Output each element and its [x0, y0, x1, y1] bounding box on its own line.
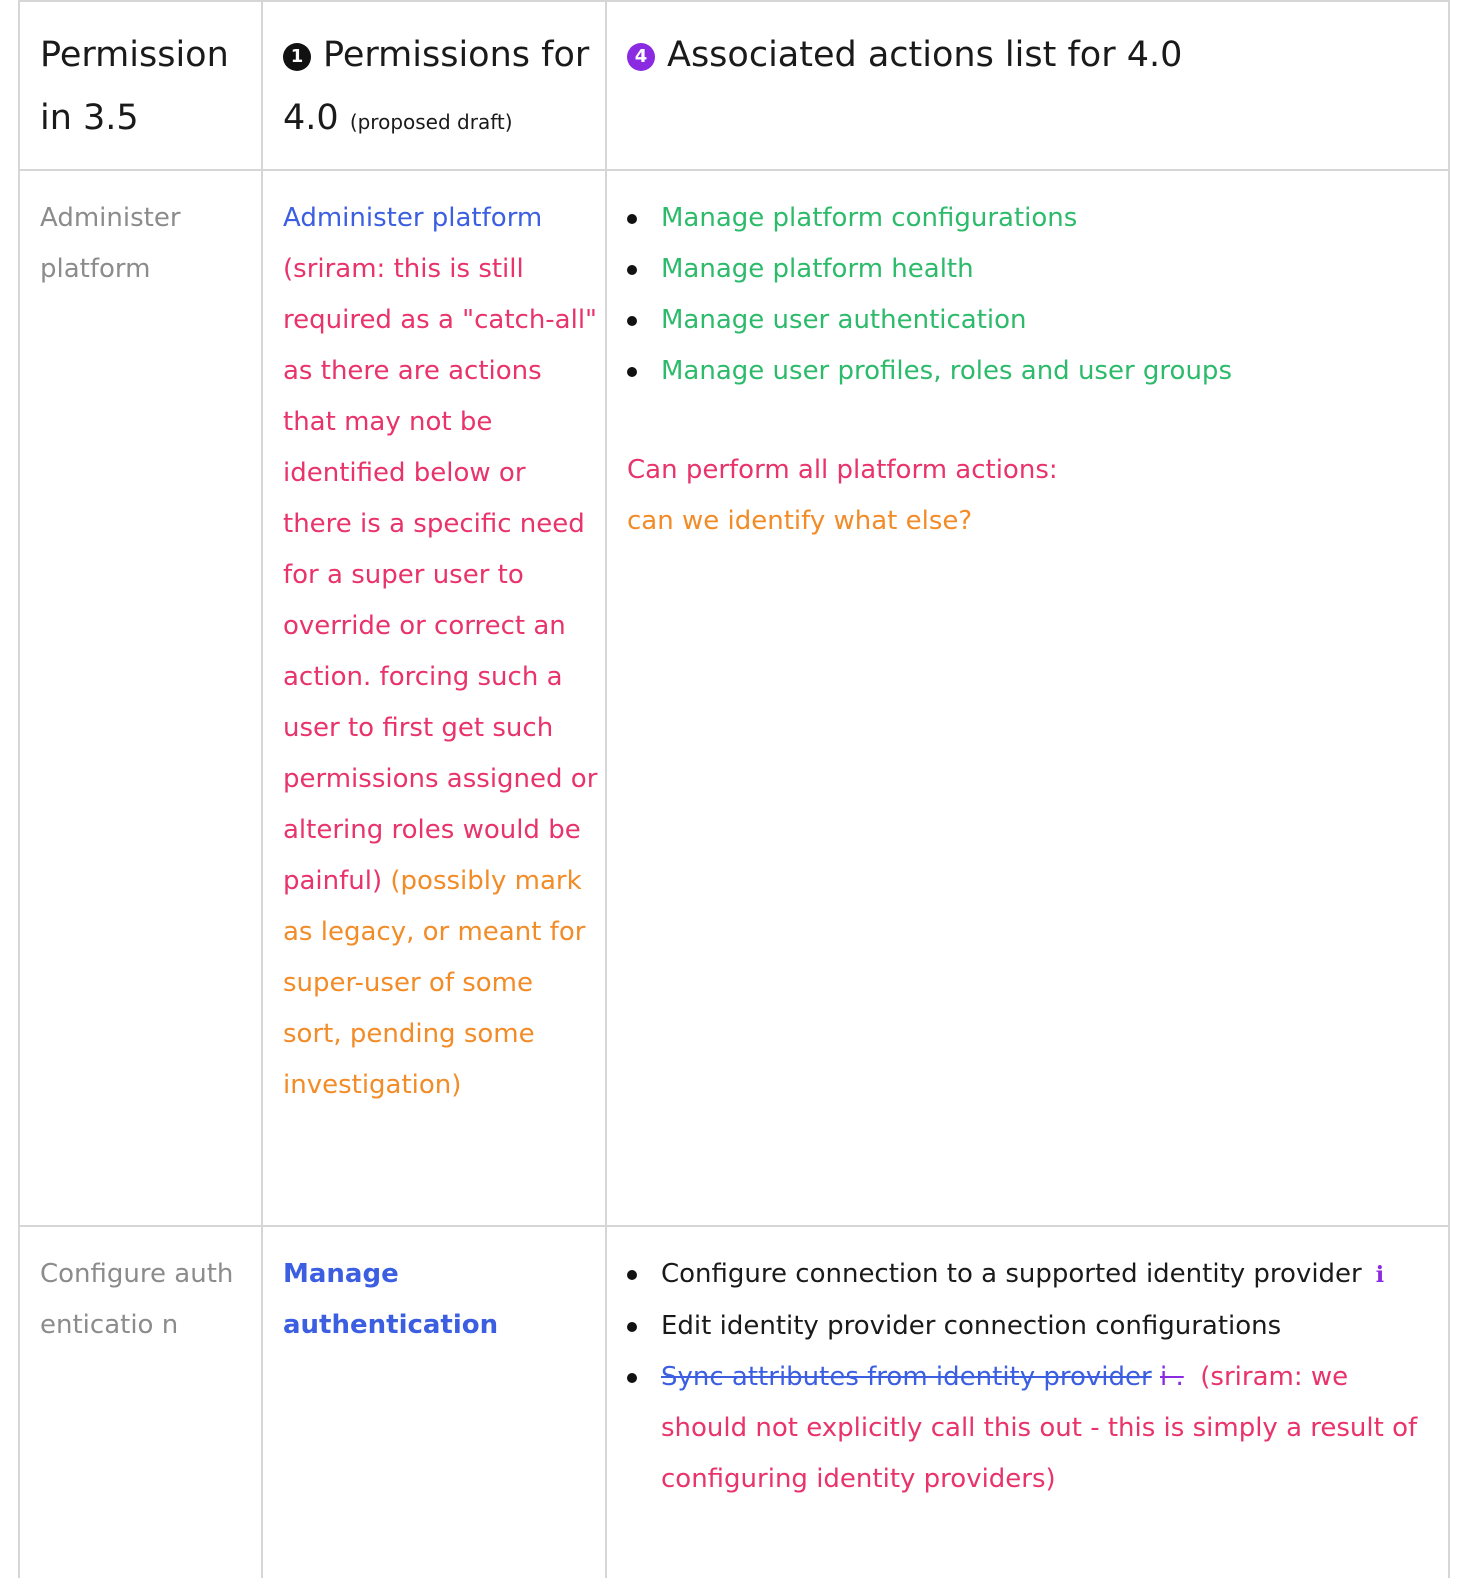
row1-actions [607, 193, 1450, 547]
row1-comment-orange: (possibly mark as legacy, or meant for super-user of some sort, pending some investigation) [283, 866, 586, 1100]
list-item [607, 1352, 1430, 1505]
header-cell-permissions-40 [263, 24, 605, 154]
list-item [607, 346, 1450, 397]
row1-note-pink: Can perform all platform actions: [627, 455, 1058, 485]
number-badge-4-icon: 4 [627, 43, 655, 71]
action-text: Manage user authentication [661, 305, 1027, 335]
row1-permission-35 [20, 193, 250, 295]
row1-comment-pink: (sriram: this is still required as a "catch-all" as there are actions that may not be identified below or there is a specific need for a super user to override or correct an action. forcing such a user to first get such permissions assigned or altering roles would be painful) [283, 254, 598, 896]
list-item [607, 244, 1450, 295]
list-item [607, 295, 1450, 346]
header-divider [20, 169, 1448, 171]
row1-permission-40-title: Administer platform [283, 203, 543, 233]
header-cell-associated-actions [607, 24, 1450, 87]
action-text: Edit identity provider connection configurations [661, 1311, 1282, 1341]
row1-actions-list [607, 193, 1450, 397]
header-permission-35-label: Permission in 3.5 [40, 35, 229, 138]
row2-permission-35 [20, 1249, 245, 1351]
row1-permission-40 [263, 193, 603, 1111]
header-associated-actions-label: Associated actions list for 4.0 [667, 35, 1183, 75]
header-proposed-draft-note: (proposed draft) [349, 110, 513, 134]
row2-permission-40-title: Manage authentication [283, 1259, 499, 1340]
row1-note-orange: can we identify what else? [627, 506, 973, 536]
row2-actions [607, 1249, 1450, 1505]
row2-permission-40 [263, 1249, 523, 1351]
list-item [607, 193, 1450, 244]
row2-struck-comment: (sriram: we should not explicitly call this out - this is simply a result of configuring identity providers) [661, 1362, 1418, 1494]
action-text: Manage platform health [661, 254, 974, 284]
row2-permission-35-text: Configure authenticatio n [40, 1259, 234, 1340]
permissions-table [18, 0, 1450, 1578]
row1-permission-35-text: Administer platform [40, 203, 181, 284]
row2-actions-list [607, 1249, 1430, 1505]
action-text: Configure connection to a supported identity provider [661, 1259, 1362, 1289]
header-cell-permission-35 [20, 24, 261, 150]
struck-info-icon: i . [1159, 1362, 1184, 1392]
action-text: Manage platform configurations [661, 203, 1078, 233]
table-top-border [20, 0, 1448, 2]
struck-action-text: Sync attributes from identity provider [661, 1362, 1152, 1392]
info-icon[interactable]: i [1375, 1262, 1385, 1288]
row-divider [20, 1225, 1448, 1227]
action-text: Manage user profiles, roles and user groups [661, 356, 1232, 386]
list-item [607, 1249, 1430, 1301]
number-badge-1-icon: 1 [283, 43, 311, 71]
list-item [607, 1301, 1430, 1352]
header-permissions-40-label: Permissions for 4.0 [283, 35, 590, 138]
